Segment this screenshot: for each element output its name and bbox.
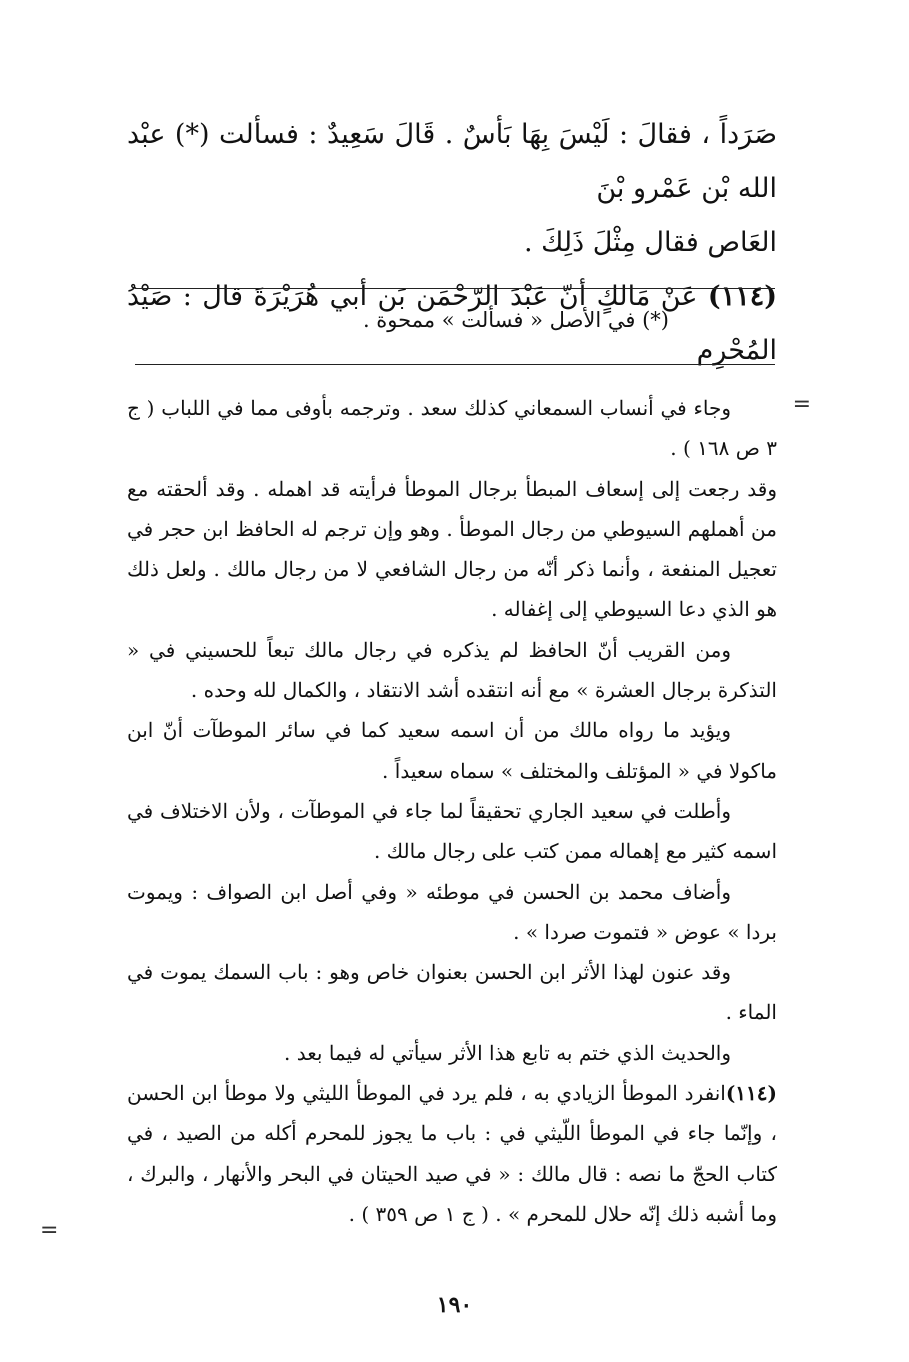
page-number: ١٩٠	[436, 1292, 473, 1318]
commentary-note-114	[127, 1073, 777, 1234]
text-line: العَاص فقال مِثْلَ ذَلِكَ .	[523, 227, 777, 258]
commentary-paragraph: وقد رجعت إلى إسعاف المبطأ برجال الموطأ فرأيته قد اهمله . وقد ألحقته مع من أهملهم السيوطي من رجال الموطأ . وهو وإن ترجم له الحافظ ابن حجر في تعجيل المنفعة ، وأنما ذكر أنّه من رجال الشافعي لا من رجال مالك . ولعل ذلك هو الذي دعا السيوطي إلى إغفاله .	[127, 476, 777, 622]
margin-mark-bottom: =	[40, 1218, 59, 1243]
commentary	[127, 388, 777, 1234]
hadith-text	[127, 108, 777, 378]
commentary-paragraph: ويؤيد ما رواه مالك من أن اسمه سعيد كما في سائر الموطآت أنّ ابن ماكولا في « المؤتلف والمختلف » سماه سعيداً .	[127, 718, 777, 783]
commentary-paragraph: وأطلت في سعيد الجاري تحقيقاً لما جاء في الموطآت ، ولأن الاختلاف في اسمه كثير مع إهماله ممن كتب على رجال مالك .	[127, 798, 777, 864]
hadith-number: (١١٤)	[707, 281, 777, 312]
note-number: (١١٤)	[725, 1081, 777, 1106]
commentary-paragraph: ومن القريب أنّ الحافظ لم يذكره في رجال مالك تبعاً للحسيني في « التذكرة برجال العشرة » مع أنه انتقده أشد الانتقاد ، والكمال لله وحده .	[127, 637, 777, 703]
commentary-paragraph: وأضاف محمد بن الحسن في موطئه « وفي أصل ابن الصواف : ويموت بردا » عوض « فتموت صردا » .	[127, 879, 777, 944]
commentary-paragraph: وقد عنون لهذا الأثر ابن الحسن بعنوان خاص وهو : باب السمك يموت في الماء .	[127, 960, 777, 1025]
commentary-paragraph: والحديث الذي ختم به تابع هذا الأثر سيأتي له فيما بعد .	[284, 1040, 731, 1065]
footnote: (*) في الأصل « فسألت » ممحوة .	[362, 308, 669, 332]
footnote-divider-top	[135, 288, 775, 289]
hadith-text-line: عَنْ مَالكٍ أنّ عَبْدَ الرّحْمَن بَن أبي هُرَيْرَةَ قال : صَيْدُ المُحْرِم	[127, 281, 777, 366]
commentary-paragraph: وجاء في أنساب السمعاني كذلك سعد . وترجمه بأوفى مما في اللباب ( ج ٣ ص ١٦٨ ) .	[127, 396, 777, 461]
note-text: انفرد الموطأ الزيادي به ، فلم يرد في الموطأ الليثي ولا موطأ ابن الحسن ، وإنّما جاء في الموطأ اللّيثي في : باب ما يجوز للمحرم أكله من الصيد ، في كتاب الحجّ ما نصه : قال مالك : « في صيد الحيتان في البحر والأنهار ، والبرك ، وما أشبه ذلك إنّه حلال للمحرم » . ( ج ١ ص ٣٥٩ ) .	[127, 1081, 777, 1226]
footnote-divider-bottom	[135, 364, 775, 365]
margin-mark-top: =	[792, 392, 811, 417]
text-line: صَرَداً ، فقالَ : لَيْسَ بِهَا بَأسٌ . قَالَ سَعِيدٌ : فسألت (*) عبْد الله بْن عَمْرو بْنَ	[127, 119, 777, 204]
